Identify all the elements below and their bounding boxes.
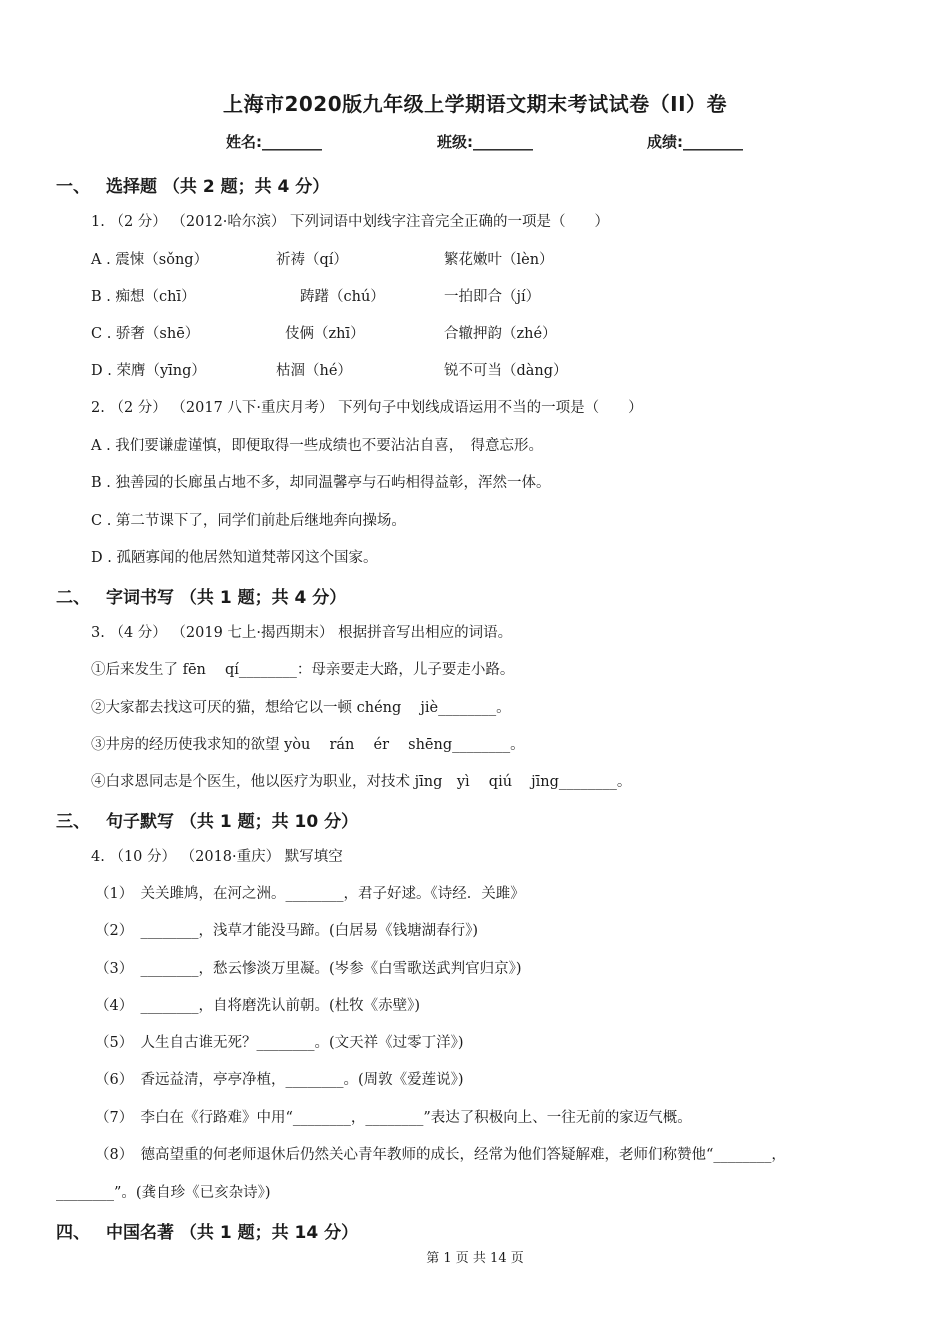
q1-option-a-1: A . 震悚（sǒng） bbox=[91, 252, 209, 268]
q3-item-4: ④白求恩同志是个医生，他以医疗为职业，对技术 jīng yì qiú jīng________。 bbox=[91, 774, 632, 790]
section-number: 一、 bbox=[56, 177, 90, 197]
q1-option-a-2: 祈祷（qí） bbox=[276, 252, 348, 268]
section-number: 二、 bbox=[56, 588, 90, 608]
q1-option-b-1: B . 痴想（chī） bbox=[91, 289, 196, 305]
page-title: 上海市2020版九年级上学期语文期末考试试卷（II）卷 bbox=[222, 92, 728, 116]
section-number: 四、 bbox=[56, 1223, 90, 1243]
question-2-stem: 2. （2 分） （2017 八下·重庆月考） 下列句子中划线成语运用不当的一项是（ ） bbox=[91, 400, 643, 416]
score-field: 成绩:________ bbox=[647, 133, 743, 151]
name-field: 姓名:________ bbox=[226, 133, 322, 151]
q1-option-c-3: 合辙押韵（zhé） bbox=[444, 326, 557, 342]
question-4-stem: 4. （10 分） （2018·重庆） 默写填空 bbox=[91, 849, 343, 865]
q2-option-a: A . 我们要谦虚谨慎，即便取得一些成绩也不要沾沾自喜， 得意忘形。 bbox=[91, 438, 544, 454]
q4-item-8-continued: ________”。(龚自珍《已亥杂诗》) bbox=[56, 1185, 271, 1201]
q3-item-1: ①后来发生了 fēn qí________：母亲要走大路，儿子要走小路。 bbox=[91, 662, 515, 678]
page-footer: 第 1 页 共 14 页 bbox=[426, 1251, 524, 1266]
q1-option-d-3: 锐不可当（dàng） bbox=[444, 363, 568, 379]
q4-item-4: （4） ________，自将磨洗认前朝。(杜牧《赤壁》) bbox=[95, 998, 421, 1014]
section-heading-2 bbox=[56, 583, 346, 608]
q1-option-d-2: 枯涸（hé） bbox=[276, 363, 352, 379]
q2-option-d: D . 孤陋寡闻的他居然知道梵蒂冈这个国家。 bbox=[91, 550, 378, 566]
section-heading-3 bbox=[56, 807, 358, 832]
q2-option-c: C . 第二节课下了，同学们前赴后继地奔向操场。 bbox=[91, 513, 406, 529]
section-title: 句子默写 （共 1 题；共 10 分） bbox=[106, 812, 359, 832]
section-title: 中国名著 （共 1 题；共 14 分） bbox=[106, 1223, 359, 1243]
section-title: 选择题 （共 2 题；共 4 分） bbox=[106, 177, 330, 197]
q1-option-a-3: 繁花嫩叶（lèn） bbox=[444, 252, 554, 268]
q1-option-c-1: C . 骄奢（shē） bbox=[91, 326, 200, 342]
q1-option-b-3: 一拍即合（jí） bbox=[444, 289, 541, 305]
q4-item-7: （7） 李白在《行路难》中用“________，________”表达了积极向上、一往无前的家迈气概。 bbox=[95, 1110, 692, 1126]
q4-item-8: （8） 德高望重的何老师退休后仍然关心青年教师的成长，经常为他们答疑解难，老师们称赞他“________， bbox=[95, 1147, 786, 1163]
q3-item-2: ②大家都去找这可厌的猫，想给它以一顿 chéng jiè________。 bbox=[91, 700, 511, 716]
q4-item-6: （6） 香远益清，亭亭净植，________。(周敦《爱莲说》) bbox=[95, 1072, 464, 1088]
q1-option-d-1: D . 荣膺（yīng） bbox=[91, 363, 206, 379]
q1-option-b-2: 踌躇（chú） bbox=[300, 289, 385, 305]
q4-item-5: （5） 人生自古谁无死？________。(文天祥《过零丁洋》) bbox=[95, 1035, 464, 1051]
q4-item-1: （1） 关关雎鸠，在河之洲。________，君子好逑。《诗经．关雎》 bbox=[95, 886, 525, 902]
section-heading-1 bbox=[56, 172, 329, 197]
question-1-stem: 1. （2 分） （2012·哈尔滨） 下列词语中划线字注音完全正确的一项是（ ） bbox=[91, 214, 610, 230]
class-field: 班级:________ bbox=[437, 133, 533, 151]
q4-item-2: （2） ________，浅草才能没马蹄。(白居易《钱塘湖春行》) bbox=[95, 923, 479, 939]
section-heading-4 bbox=[56, 1218, 358, 1243]
q1-option-c-2: 伎俩（zhī） bbox=[285, 326, 365, 342]
q2-option-b: B . 独善园的长廊虽占地不多，却同温馨亭与石屿相得益彰，浑然一体。 bbox=[91, 475, 551, 491]
q4-item-3: （3） ________，愁云惨淡万里凝。(岑参《白雪歌送武判官归京》) bbox=[95, 961, 522, 977]
section-number: 三、 bbox=[56, 812, 90, 832]
question-3-stem: 3. （4 分） （2019 七上·揭西期末） 根据拼音写出相应的词语。 bbox=[91, 625, 513, 641]
q3-item-3: ③井房的经历使我求知的欲望 yòu rán ér shēng________。 bbox=[91, 737, 525, 753]
section-title: 字词书写 （共 1 题；共 4 分） bbox=[106, 588, 347, 608]
